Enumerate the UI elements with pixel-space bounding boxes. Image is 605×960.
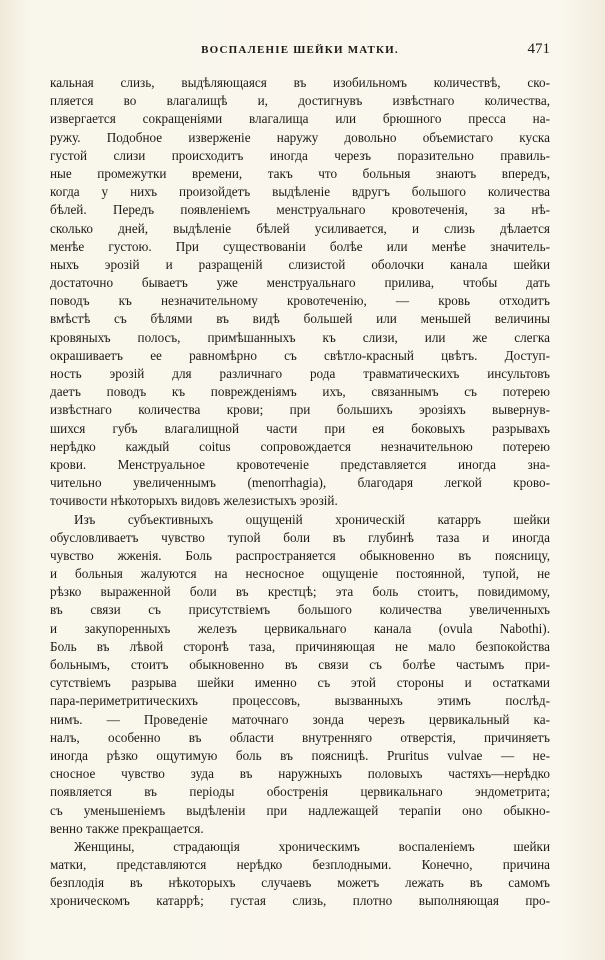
text-line: и закупоренныхъ железъ цервикальнаго канала (ovula Nabothi). xyxy=(50,620,550,636)
paragraph-end-line: точивости нѣкоторыхъ видовъ железистыхъ эрозій. xyxy=(50,493,338,509)
text-line: ность эрозій для различнаго рода травматическихъ инсультовъ xyxy=(50,366,550,381)
text-line: чувство жженія. Боль распространяется обыкновенно въ поясницу, xyxy=(50,547,550,563)
text-line: нерѣдко каждый coitus сопровождается незначительною потерею xyxy=(50,438,550,454)
text-line: вмѣстѣ съ бѣлями въ видѣ большей или меньшей величины xyxy=(50,311,550,327)
text-line: когда у нихъ произойдетъ выдѣленіе вдругъ большого количества xyxy=(50,184,550,200)
text-line: въ связи съ присутствіемъ большого количества увеличенныхъ xyxy=(50,602,550,618)
text-line: сколько дней, выдѣленіе бѣлей усиливается, и слизь дѣлается xyxy=(50,220,550,236)
paragraph-start-line: Изъ субъективныхъ ощущеній хроническій катарръ шейки xyxy=(74,511,550,527)
text-line: хроническомъ катаррѣ; густая слизь, плотно выполняющая про- xyxy=(50,893,550,909)
running-head xyxy=(50,41,550,64)
running-title: ВОСПАЛЕНІЕ ШЕЙКИ МАТКИ. xyxy=(201,44,399,56)
text-line: шихся губъ влагалищной части при ея боковыхъ разрывахъ xyxy=(50,420,550,436)
text-line: чительно увеличеннымъ (menorrhagia), благодаря легкой крово- xyxy=(50,475,550,491)
paragraph-start-line: Женщины, страдающія хроническимъ воспаленіемъ шейки xyxy=(74,838,550,854)
text-line: кровяныхъ полосъ, примѣшанныхъ къ слизи, или же слегка xyxy=(50,329,550,345)
text-line: поводъ къ незначительному кровотеченію, — кровь отходитъ xyxy=(50,293,550,309)
text-line: даетъ поводъ къ поврежденіямъ ихъ, связаннымъ съ потерею xyxy=(50,384,550,400)
text-line: обусловливаетъ чувство тупой боли въ глубинѣ таза и иногда xyxy=(50,529,550,545)
text-line: съ уменьшеніемъ выдѣленіи при надлежащей терапіи оно обыкно- xyxy=(50,802,550,818)
text-line: ружу. Подобное изверженіе наружу довольно объемистаго куска xyxy=(50,129,550,145)
text-line: пляется во влагалищѣ и, достигнувъ извѣстнаго количества, xyxy=(50,93,550,109)
text-line: крови. Менструальное кровотеченіе представляется иногда зна- xyxy=(50,456,550,472)
text-line: налъ, особенно въ области внутренняго отверстія, причиняетъ xyxy=(50,729,550,745)
text-line: ныхъ эрозій и разращеній слизистой оболочки канала шейки xyxy=(50,256,550,272)
body-text xyxy=(50,74,550,911)
text-line: сутствіемъ разрыва шейки именно съ этой стороны и остатками xyxy=(50,675,550,691)
text-line: густой слизи происходитъ иногда черезъ поразительно правиль- xyxy=(50,147,550,163)
text-line: матки, представляются нерѣдко безплодными. Конечно, причина xyxy=(50,857,550,873)
page-number: 471 xyxy=(527,41,550,57)
text-line: извергается сокращеніями влагалища или брюшного пресса на- xyxy=(50,111,550,127)
text-line: рѣзко выраженной боли въ крестцѣ; эта боль стоитъ, повидимому, xyxy=(50,584,550,600)
paragraph-end-line: венно также прекращается. xyxy=(50,820,204,836)
text-line: ные промежутки времени, такъ что больныя знаютъ впередъ, xyxy=(50,165,550,181)
text-line: безплодія въ нѣкоторыхъ случаевъ можетъ лежать въ самомъ xyxy=(50,875,550,891)
text-line: иногда рѣзко ощутимую боль въ поясницѣ. Pruritus vulvae — не- xyxy=(50,747,550,763)
text-line: нимъ. — Проведеніе маточнаго зонда черезъ цервикальный ка- xyxy=(50,711,550,727)
text-line: и больныя жалуются на несносное ощущеніе постоянной, тупой, не xyxy=(50,566,550,582)
text-line: достаточно бываетъ уже менструальнаго прилива, чтобы дать xyxy=(50,275,550,291)
text-line: сносное чувство зуда въ наружныхъ половыхъ частяхъ—нерѣдко xyxy=(50,766,550,782)
text-line: бѣлей. Передъ появленіемъ менструальнаго кровотеченія, за нѣ- xyxy=(50,202,550,218)
text-line: больнымъ, стоитъ обыкновенно въ связи съ болѣе частымъ при- xyxy=(50,657,550,672)
text-line: пара-периметритическихъ процессовъ, вызванныхъ этимъ послѣд- xyxy=(50,693,550,709)
text-line: извѣстнаго количества крови; при большихъ эрозіяхъ вывернув- xyxy=(50,402,550,418)
text-line: Боль въ лѣвой сторонѣ таза, причиняющая не мало безпокойства xyxy=(50,638,550,654)
text-line: менѣе густою. При существованіи болѣе или менѣе значитель- xyxy=(50,238,550,254)
text-line: окрашиваетъ ее равномѣрно съ свѣтло-красный цвѣтъ. Доступ- xyxy=(50,347,550,363)
text-line: кальная слизь, выдѣляющаяся въ изобильномъ количествѣ, ско- xyxy=(50,75,550,90)
text-line: появляется въ періоды обостренія цервикальнаго эндометрита; xyxy=(50,784,550,800)
